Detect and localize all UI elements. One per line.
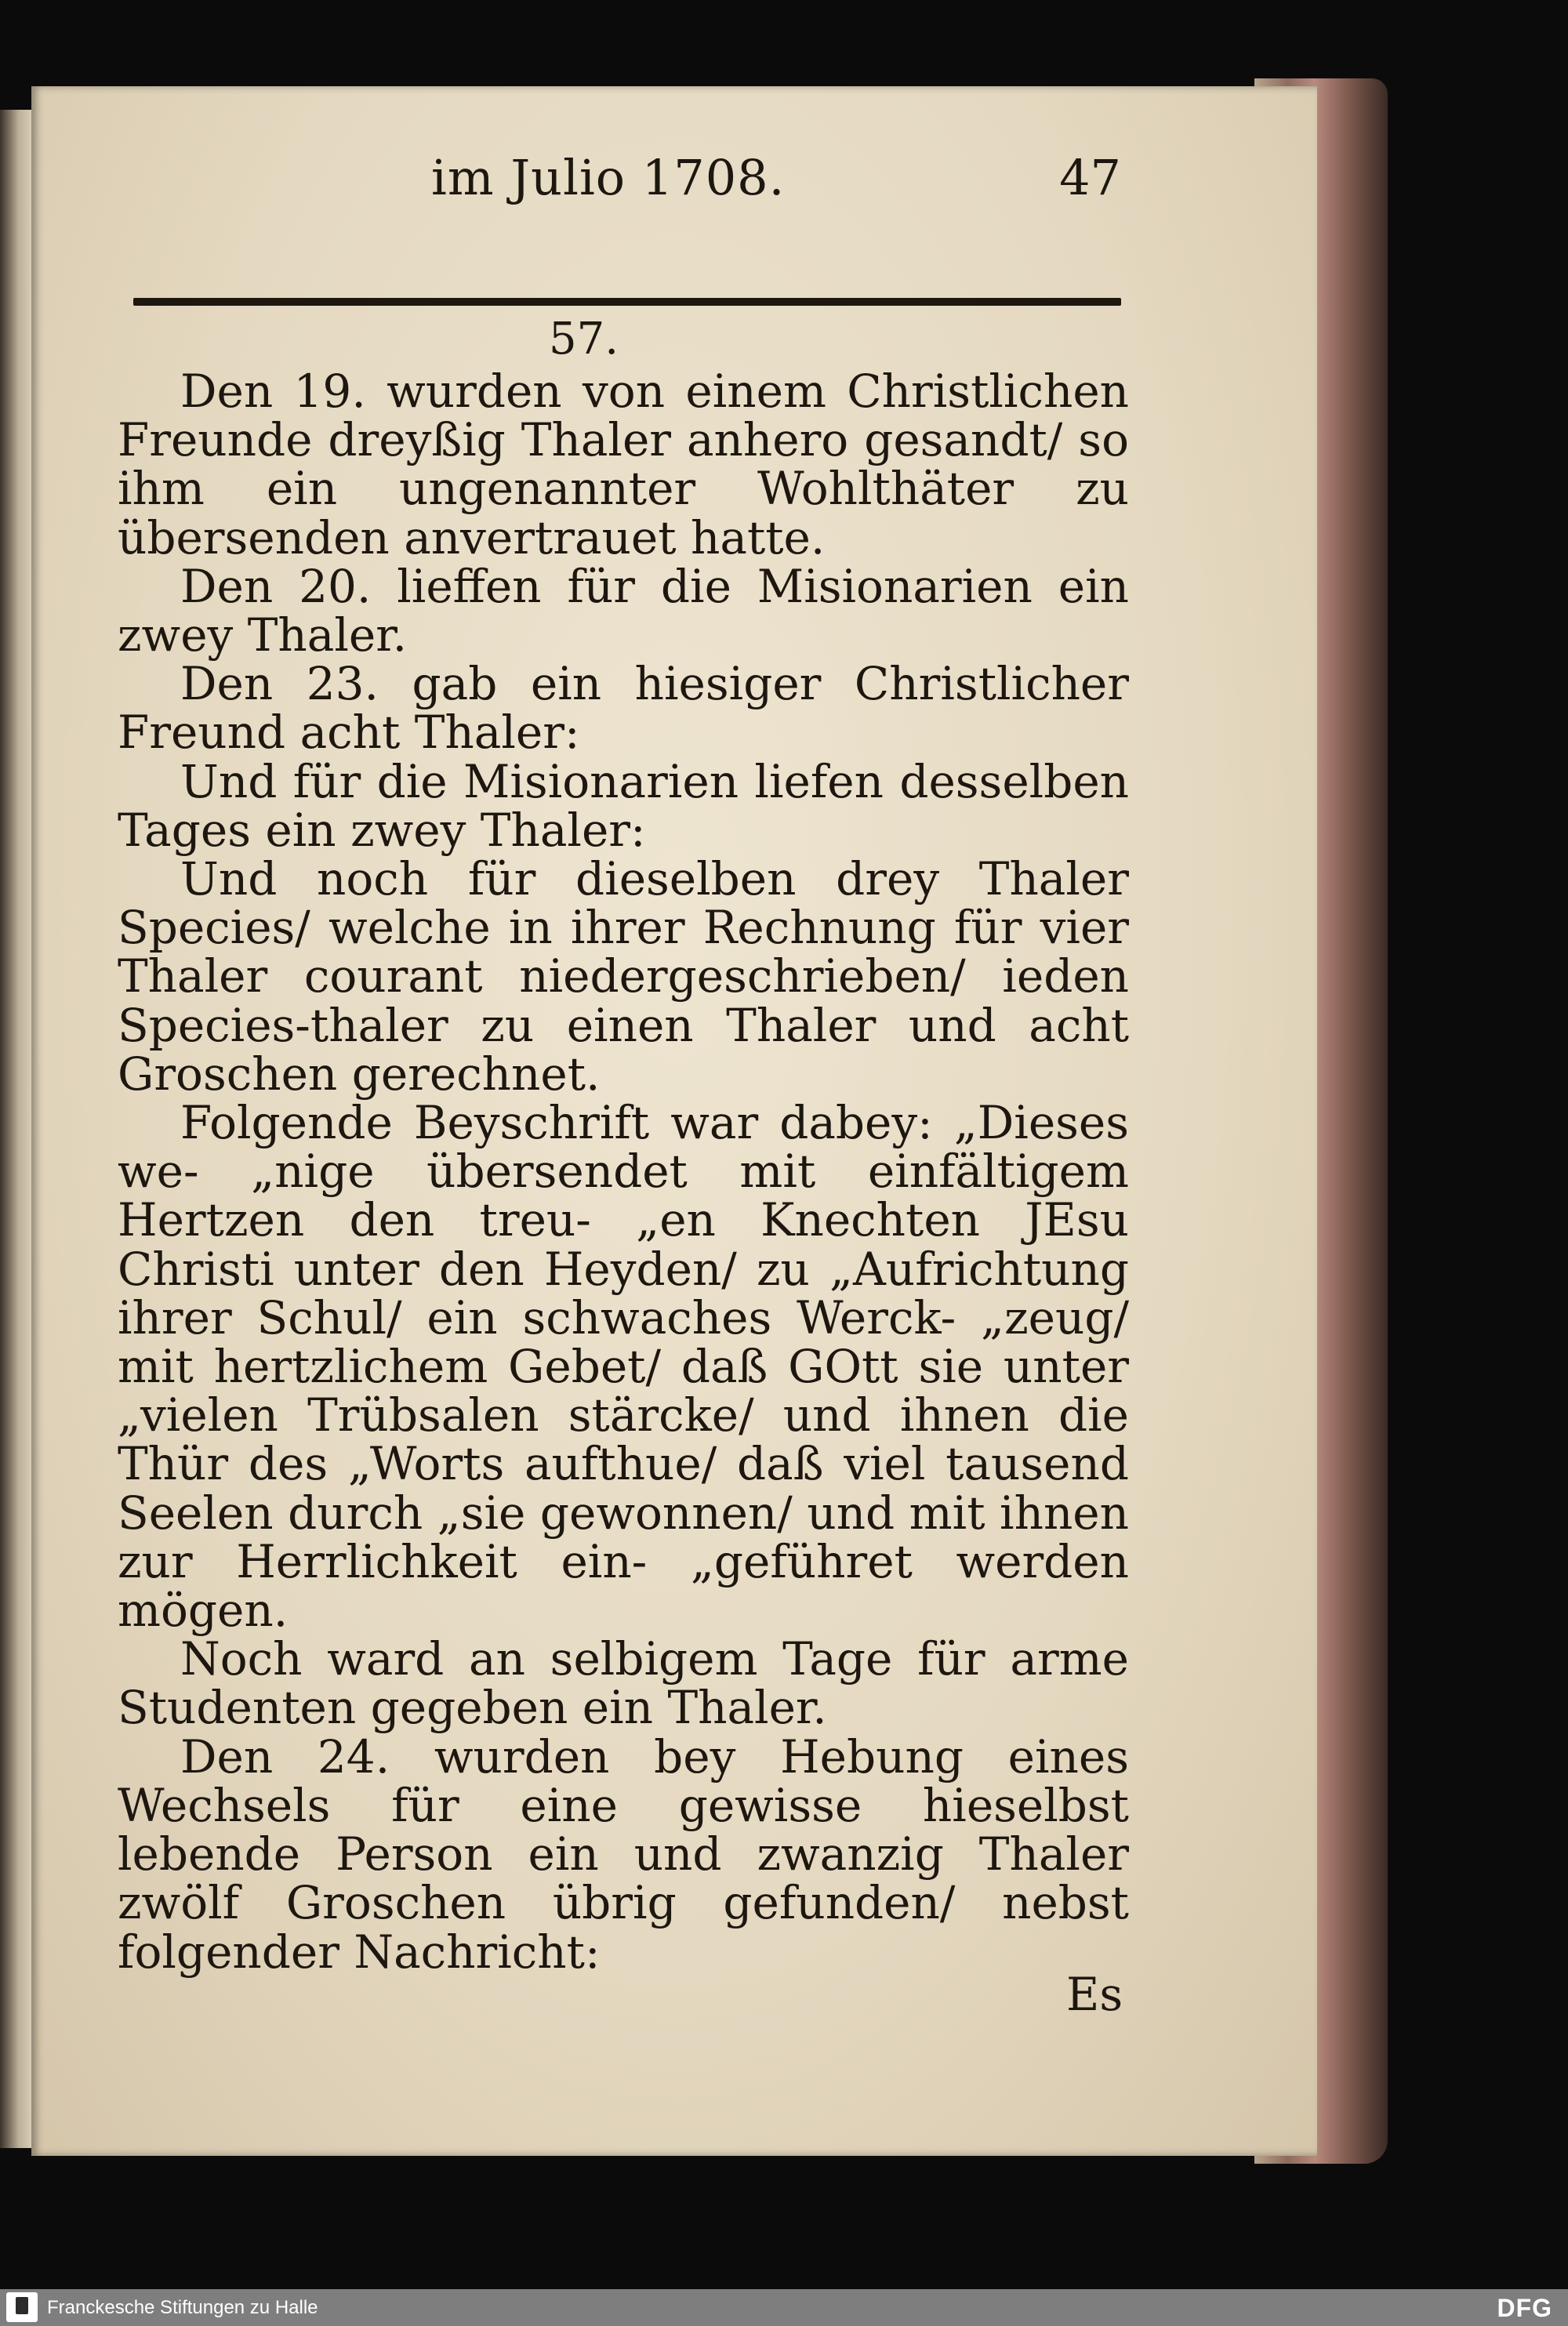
footer-bar <box>0 2289 1568 2326</box>
running-head: im Julio 1708. <box>431 149 786 206</box>
paragraph-1: Den 19. wurden von einem Christlichen Freunde dreyßig Thaler anhero gesandt/ so ihm ein ungenannter Wohlthäter zu übersenden anvertrauet hatte. <box>118 365 1129 564</box>
page-number: 47 <box>1059 149 1121 206</box>
paragraph-5: Und noch für dieselben drey Thaler Species/ welche in ihrer Rechnung für vier Thaler courant niedergeschrieben/ ieden Species-thaler zu einen Thaler und acht Groschen gerechnet. <box>118 852 1129 1101</box>
institution-name: Franckesche Stiftungen zu Halle <box>47 2297 318 2318</box>
paragraph-8: Den 24. wurden bey Hebung eines Wechsels für eine gewisse hieselbst lebende Person ein und zwanzig Thaler zwölf Groschen übrig gefunden/ nebst folgender Nachricht: <box>118 1729 1129 1979</box>
header-rule <box>133 298 1121 306</box>
paragraph-4: Und für die Misionarien liefen desselben Tages ein zwey Thaler: <box>118 754 1129 857</box>
paragraph-2: Den 20. lieffen für die Misionarien ein zwey Thaler. <box>118 559 1129 662</box>
page-header <box>102 149 1121 251</box>
catchword: Es <box>1066 1968 1123 2021</box>
paragraph-6: Folgende Beyschrift war dabey: „Dieses we- „nige übersendet mit einfältigem Hertzen den treu- „en Knechten JEsu Christi unter den Heyden/ zu „Aufrichtung ihrer Schul/ ein schwaches Werck- „zeug/ mit hertzlichem Gebet/ daß GOtt sie unter „vielen Trübsalen stärcke/ und ihnen die Thür des „Worts aufthue/ daß viel tausend Seelen durch „sie gewonnen/ und mit ihnen zur Herrlichkeit ein- „geführet werden mögen. <box>118 1096 1129 1638</box>
library-logo-icon <box>6 2292 38 2322</box>
paragraph-3: Den 23. gab ein hiesiger Christlicher Freund acht Thaler: <box>118 657 1129 760</box>
paragraph-7: Noch ward an selbigem Tage für arme Studenten gegeben ein Thaler. <box>118 1632 1129 1735</box>
dfg-logo: DFG <box>1497 2294 1552 2322</box>
body-text <box>118 365 1129 1979</box>
left-page-edge <box>0 110 31 2148</box>
section-number: 57. <box>549 314 619 365</box>
